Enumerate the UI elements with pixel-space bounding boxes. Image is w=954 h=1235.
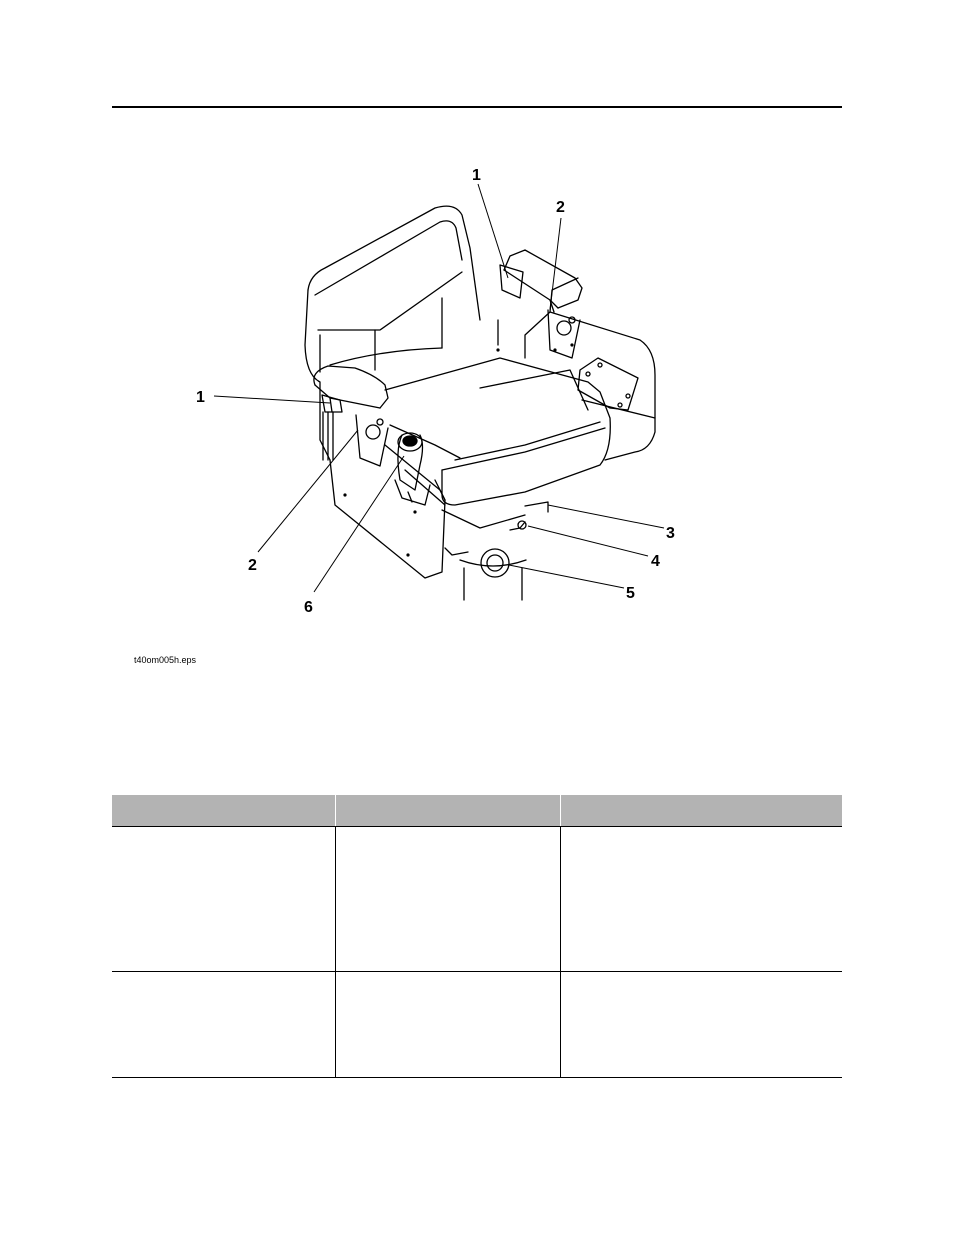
leader-6: [314, 456, 404, 592]
seat-drawing: [180, 160, 700, 620]
callout-4: 4: [651, 553, 660, 570]
figure-file-label: t40om005h.eps: [134, 655, 197, 665]
table-row: [112, 972, 842, 1078]
seat-illustration: [180, 160, 700, 620]
table-header-cell: [561, 795, 842, 826]
controls-table: [112, 795, 842, 1078]
table-cell: [112, 827, 336, 971]
leader-4: [528, 526, 648, 556]
table-cell: [336, 827, 561, 971]
callout-2-left: 2: [248, 557, 257, 574]
leader-2-left: [258, 430, 358, 552]
callout-6: 6: [304, 599, 313, 616]
callout-2-top: 2: [556, 199, 565, 216]
top-rule: [112, 106, 842, 108]
table-cell: [336, 972, 561, 1077]
callout-3: 3: [666, 525, 675, 542]
callout-5: 5: [626, 585, 635, 602]
callout-1-top: 1: [472, 167, 481, 184]
leader-3: [548, 505, 664, 528]
table-header-cell: [336, 795, 561, 826]
leader-5: [509, 565, 624, 588]
table-row: [112, 827, 842, 972]
table-header-row: [112, 795, 842, 827]
table-cell: [561, 827, 842, 971]
leader-1-left: [214, 396, 330, 403]
callout-1-left: 1: [196, 389, 205, 406]
table-cell: [561, 972, 842, 1077]
leader-1-top: [478, 184, 508, 278]
table-cell: [112, 972, 336, 1077]
leader-2-top: [550, 218, 561, 310]
table-header-cell: [112, 795, 336, 826]
